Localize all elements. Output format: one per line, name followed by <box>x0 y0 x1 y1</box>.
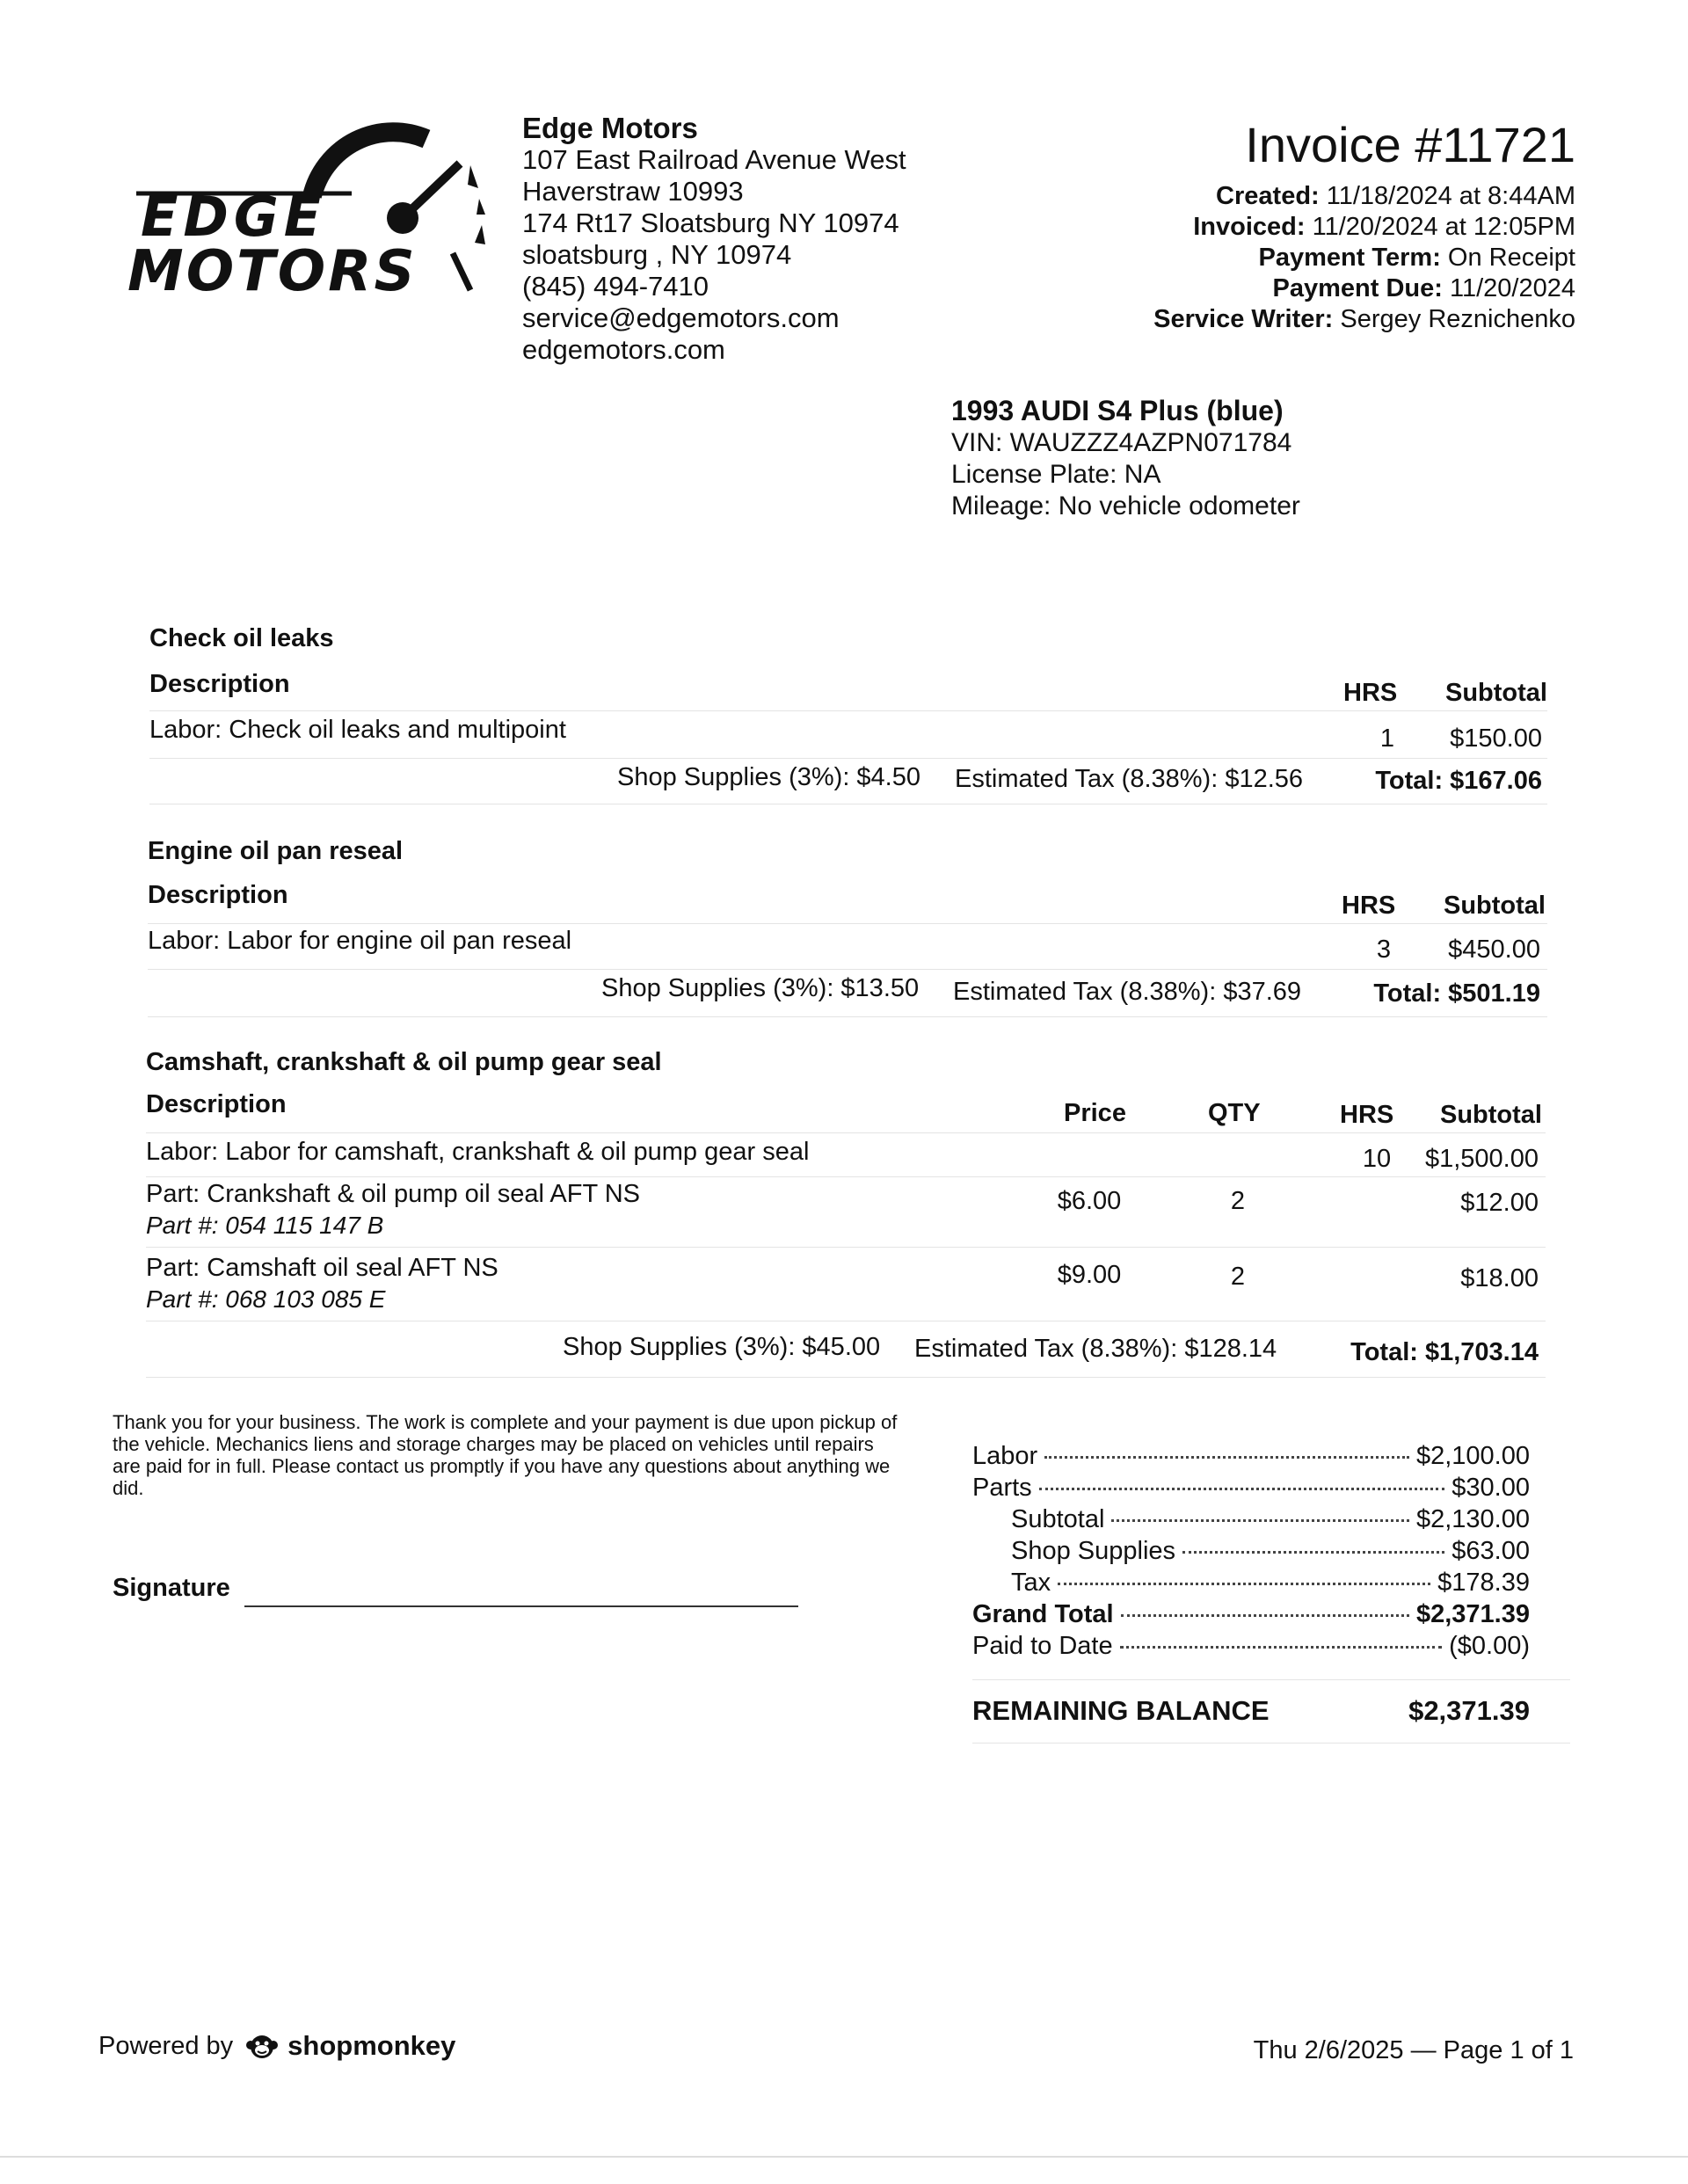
thank-you-note: Thank you for your business. The work is complete and your payment is due upon pickup of the vehicle. Mechanics liens and storage charges may be placed on vehicles until repairs are paid for in full. Please contact us promptly if you have any questions about anything we did. <box>113 1411 898 1499</box>
subtotal-header: Subtotal <box>1445 679 1547 707</box>
powered-by <box>98 2029 455 2063</box>
speedometer-logo-icon <box>123 104 492 306</box>
remaining-balance <box>972 1695 1530 1727</box>
service-title: Check oil leaks <box>149 624 334 652</box>
address-line: 107 East Railroad Avenue West <box>522 144 906 175</box>
invoice-title: Invoice #11721 <box>1245 117 1575 172</box>
invoice-header <box>1153 114 1575 335</box>
labor-hrs: 10 <box>1362 1145 1392 1173</box>
summary-shop-supplies: Shop Supplies $63.00 <box>1011 1537 1530 1565</box>
company-info <box>522 113 906 366</box>
part-qty: 2 <box>1230 1263 1246 1291</box>
payment-term-row: Payment Term: On Receipt <box>1258 244 1575 272</box>
description-header: Description <box>149 670 290 698</box>
summary-grand-total: Grand Total $2,371.39 <box>972 1600 1530 1628</box>
estimated-tax: Estimated Tax (8.38%): $37.69 <box>953 978 1302 1006</box>
company-logo <box>123 104 492 306</box>
service-title: Engine oil pan reseal <box>148 837 404 865</box>
svg-text:MOTORS: MOTORS <box>127 239 418 304</box>
description-header: Description <box>146 1090 287 1118</box>
payment-due-row: Payment Due: 11/20/2024 <box>1272 274 1575 302</box>
summary-tax: Tax $178.39 <box>1011 1569 1530 1597</box>
shop-supplies: Shop Supplies (3%): $13.50 <box>601 974 920 1002</box>
vehicle-vin: VIN: WAUZZZ4AZPN071784 <box>951 428 1292 457</box>
company-website: edgemotors.com <box>522 334 725 365</box>
svg-text:EDGE: EDGE <box>141 185 327 249</box>
vehicle-mileage: Mileage: No vehicle odometer <box>951 491 1300 521</box>
service-total: Total: $1,703.14 <box>1350 1338 1539 1366</box>
description-header: Description <box>148 881 288 909</box>
subtotal-header: Subtotal <box>1440 1101 1542 1129</box>
part-number: Part #: 068 103 085 E <box>146 1285 386 1313</box>
remaining-balance-value: $2,371.39 <box>1408 1695 1530 1726</box>
service-total: Total: $501.19 <box>1373 979 1540 1008</box>
labor-subtotal: $450.00 <box>1448 935 1540 964</box>
part-price: $6.00 <box>1057 1187 1122 1215</box>
labor-hrs: 3 <box>1376 935 1392 964</box>
service-total: Total: $167.06 <box>1375 767 1542 795</box>
price-header: Price <box>1064 1099 1126 1127</box>
service-writer-row: Service Writer: Sergey Reznichenko <box>1153 305 1575 333</box>
summary-subtotal: Subtotal $2,130.00 <box>1011 1505 1530 1533</box>
signature-line <box>244 1605 798 1607</box>
part-subtotal: $12.00 <box>1460 1189 1539 1217</box>
summary-labor: Labor $2,100.00 <box>972 1442 1530 1470</box>
shopmonkey-brand: shopmonkey <box>245 2029 455 2063</box>
estimated-tax: Estimated Tax (8.38%): $128.14 <box>914 1335 1277 1363</box>
vehicle-plate: License Plate: NA <box>951 460 1161 489</box>
labor-line: Labor: Labor for camshaft, crankshaft & oil pump gear seal <box>146 1138 810 1166</box>
part-line: Part: Crankshaft & oil pump oil seal AFT NS <box>146 1180 640 1208</box>
summary-parts: Parts $30.00 <box>972 1474 1530 1502</box>
estimated-tax: Estimated Tax (8.38%): $12.56 <box>955 765 1304 793</box>
company-email: service@edgemotors.com <box>522 302 840 333</box>
hrs-header: HRS <box>1343 679 1398 707</box>
labor-subtotal: $1,500.00 <box>1424 1145 1539 1173</box>
address-line: 174 Rt17 Sloatsburg NY 10974 <box>522 207 899 238</box>
address-line: Haverstraw 10993 <box>522 176 744 207</box>
vehicle-info <box>951 394 1300 522</box>
hrs-header: HRS <box>1340 1101 1394 1129</box>
labor-line: Labor: Labor for engine oil pan reseal <box>148 927 572 955</box>
page-edge <box>0 2156 1688 2158</box>
date-page: Thu 2/6/2025 — Page 1 of 1 <box>1253 2036 1574 2064</box>
invoiced-row: Invoiced: 11/20/2024 at 12:05PM <box>1193 213 1575 241</box>
shop-supplies: Shop Supplies (3%): $4.50 <box>617 763 920 791</box>
company-phone: (845) 494-7410 <box>522 271 709 302</box>
labor-hrs: 1 <box>1379 724 1395 753</box>
qty-header: QTY <box>1208 1099 1261 1127</box>
monkey-icon <box>245 2029 279 2063</box>
created-row: Created: 11/18/2024 at 8:44AM <box>1216 182 1575 210</box>
signature-label: Signature <box>113 1574 230 1602</box>
part-subtotal: $18.00 <box>1460 1264 1539 1292</box>
hrs-header: HRS <box>1342 892 1396 920</box>
address-line: sloatsburg , NY 10974 <box>522 239 792 270</box>
company-name: Edge Motors <box>522 112 698 144</box>
part-price: $9.00 <box>1057 1261 1122 1289</box>
powered-by-label: Powered by <box>98 2031 234 2060</box>
part-line: Part: Camshaft oil seal AFT NS <box>146 1254 498 1282</box>
service-title: Camshaft, crankshaft & oil pump gear seal <box>146 1048 662 1076</box>
subtotal-header: Subtotal <box>1444 892 1546 920</box>
summary-paid-to-date: Paid to Date ($0.00) <box>972 1632 1530 1660</box>
shop-supplies: Shop Supplies (3%): $45.00 <box>563 1333 881 1361</box>
part-number: Part #: 054 115 147 B <box>146 1212 384 1239</box>
part-qty: 2 <box>1230 1187 1246 1215</box>
labor-line: Labor: Check oil leaks and multipoint <box>149 716 566 744</box>
labor-subtotal: $150.00 <box>1450 724 1542 753</box>
remaining-balance-label: REMAINING BALANCE <box>972 1695 1270 1726</box>
vehicle-title: 1993 AUDI S4 Plus (blue) <box>951 395 1284 426</box>
